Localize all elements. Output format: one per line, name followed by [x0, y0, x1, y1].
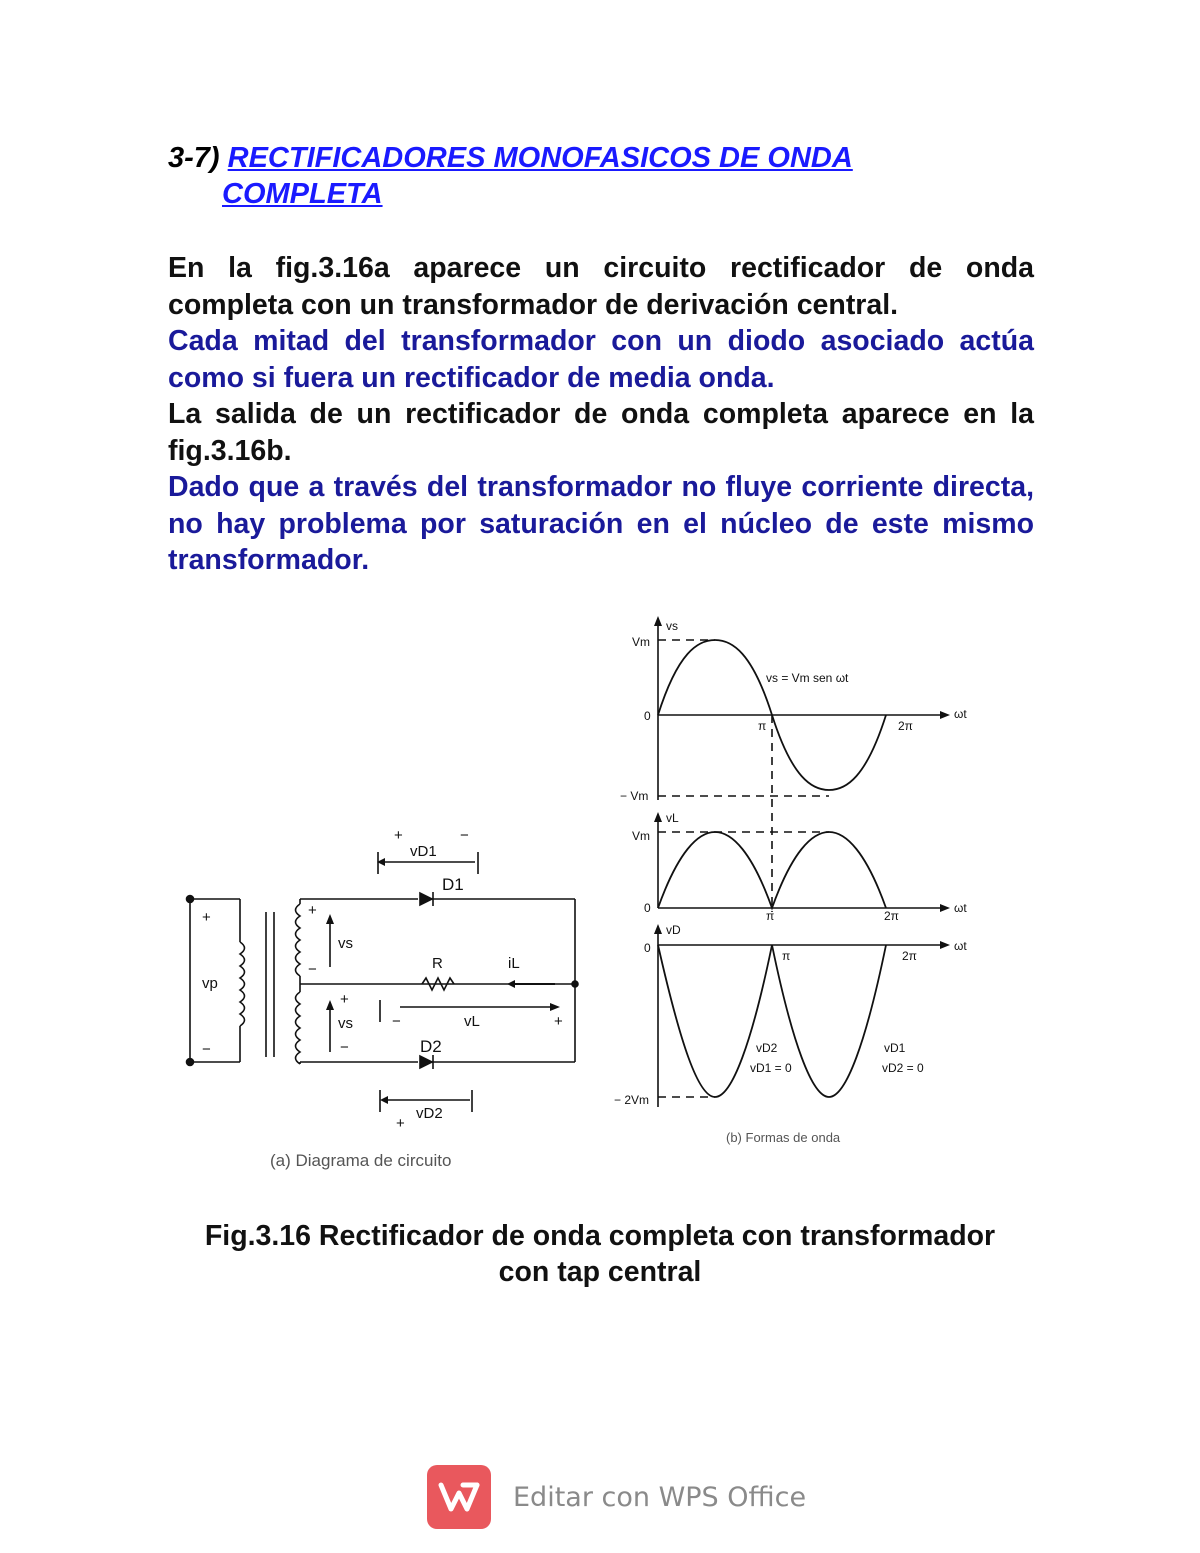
- wave-top-omega-t: ωt: [954, 707, 967, 721]
- wave-top-2pi: 2π: [898, 719, 913, 733]
- paragraph-2: Cada mitad del transformador con un diodo asociado actúa como si fuera un rectificador de media onda.: [168, 325, 1034, 394]
- section-title-line2: COMPLETA: [222, 178, 383, 210]
- label-vs-top: vs: [338, 935, 353, 952]
- wps-footer-text[interactable]: Editar con WPS Office: [513, 1481, 807, 1513]
- wave-mid-axis-label: vL: [666, 811, 679, 825]
- wave-top-zero: 0: [644, 709, 651, 723]
- label-plus-d1: +: [394, 827, 403, 844]
- diode-d1: [420, 893, 432, 905]
- label-primary-plus: +: [202, 909, 211, 926]
- wave-bot-2pi: 2π: [902, 949, 917, 963]
- wave-mid-zero: 0: [644, 901, 651, 915]
- wps-footer[interactable]: [427, 1464, 806, 1530]
- label-minus-d1: −: [460, 827, 469, 844]
- label-vs-bottom: vs: [338, 1015, 353, 1032]
- label-vp: vp: [202, 975, 218, 992]
- wave-bot-note-right-1: vD1: [884, 1041, 906, 1055]
- wave-top-pi: π: [758, 719, 767, 733]
- primary-coil: [240, 942, 245, 1026]
- label-vs-top-minus: −: [308, 961, 317, 978]
- label-vs-top-plus: +: [308, 902, 317, 919]
- wave-bot-note-left-1: vD2: [756, 1041, 778, 1055]
- wave-top-equation: vs = Vm sen ωt: [766, 671, 849, 685]
- label-vl: vL: [464, 1013, 480, 1030]
- label-vs-bottom-plus: +: [340, 991, 349, 1008]
- figure-3-16: [170, 612, 980, 1177]
- paragraph-3: La salida de un rectificador de onda completa aparece en la fig.3.16b.: [168, 398, 1034, 467]
- wave-mid-vm: Vm: [632, 829, 650, 843]
- label-r: R: [432, 955, 443, 972]
- diode-d2: [420, 1056, 432, 1068]
- label-plus-d2: +: [396, 1115, 405, 1132]
- wave-bot-axis-label: vD: [666, 923, 681, 937]
- label-vd1: vD1: [410, 843, 437, 860]
- label-vs-bottom-minus: −: [340, 1039, 349, 1056]
- wave-top-neg-vm: − Vm: [620, 789, 649, 803]
- wave-bot-zero: 0: [644, 941, 651, 955]
- secondary-coil-bottom: [296, 992, 301, 1064]
- waveforms-caption: (b) Formas de onda: [726, 1130, 841, 1145]
- label-primary-minus: −: [202, 1041, 211, 1058]
- wave-bot-note-left-2: vD1 = 0: [750, 1061, 792, 1075]
- wave-bot-neg-2vm: − 2Vm: [614, 1093, 650, 1107]
- paragraph-1: En la fig.3.16a aparece un circuito rectificador de onda completa con un transformador de derivación central.: [168, 252, 1034, 321]
- circuit-diagram: [187, 852, 579, 1112]
- circuit-caption: (a) Diagrama de circuito: [270, 1151, 452, 1170]
- waveforms: [654, 616, 950, 1107]
- wave-bot-pi: π: [782, 949, 791, 963]
- wave-top-vm: Vm: [632, 635, 650, 649]
- label-vd2: vD2: [416, 1105, 443, 1122]
- wave-top-axis-label: vs: [666, 619, 678, 633]
- label-il: iL: [508, 955, 520, 972]
- label-d2: D2: [420, 1037, 442, 1056]
- section-title-line1: RECTIFICADORES MONOFASICOS DE ONDA: [227, 142, 853, 174]
- wave-bot-note-right-2: vD2 = 0: [882, 1061, 924, 1075]
- wave-mid-pi: π: [766, 909, 775, 923]
- figure-caption-line2: con tap central: [498, 1256, 702, 1288]
- wave-bot-omega-t: ωt: [954, 939, 967, 953]
- section-number: 3-7): [168, 142, 220, 174]
- label-vl-minus: −: [392, 1013, 401, 1030]
- body-text: [168, 250, 1034, 579]
- wave-mid-omega-t: ωt: [954, 901, 967, 915]
- secondary-coil-top: [296, 904, 301, 976]
- wps-logo-icon[interactable]: [427, 1465, 491, 1529]
- figure-caption: [150, 1218, 1050, 1290]
- wave-mid-2pi: 2π: [884, 909, 899, 923]
- label-vl-plus: +: [554, 1013, 563, 1030]
- label-d1: D1: [442, 875, 464, 894]
- section-heading: [168, 140, 1028, 212]
- figure-caption-line1: Fig.3.16 Rectificador de onda completa con transformador: [204, 1220, 996, 1252]
- paragraph-4: Dado que a través del transformador no fluye corriente directa, no hay problema por saturación en el núcleo de este mismo transformador.: [168, 471, 1034, 576]
